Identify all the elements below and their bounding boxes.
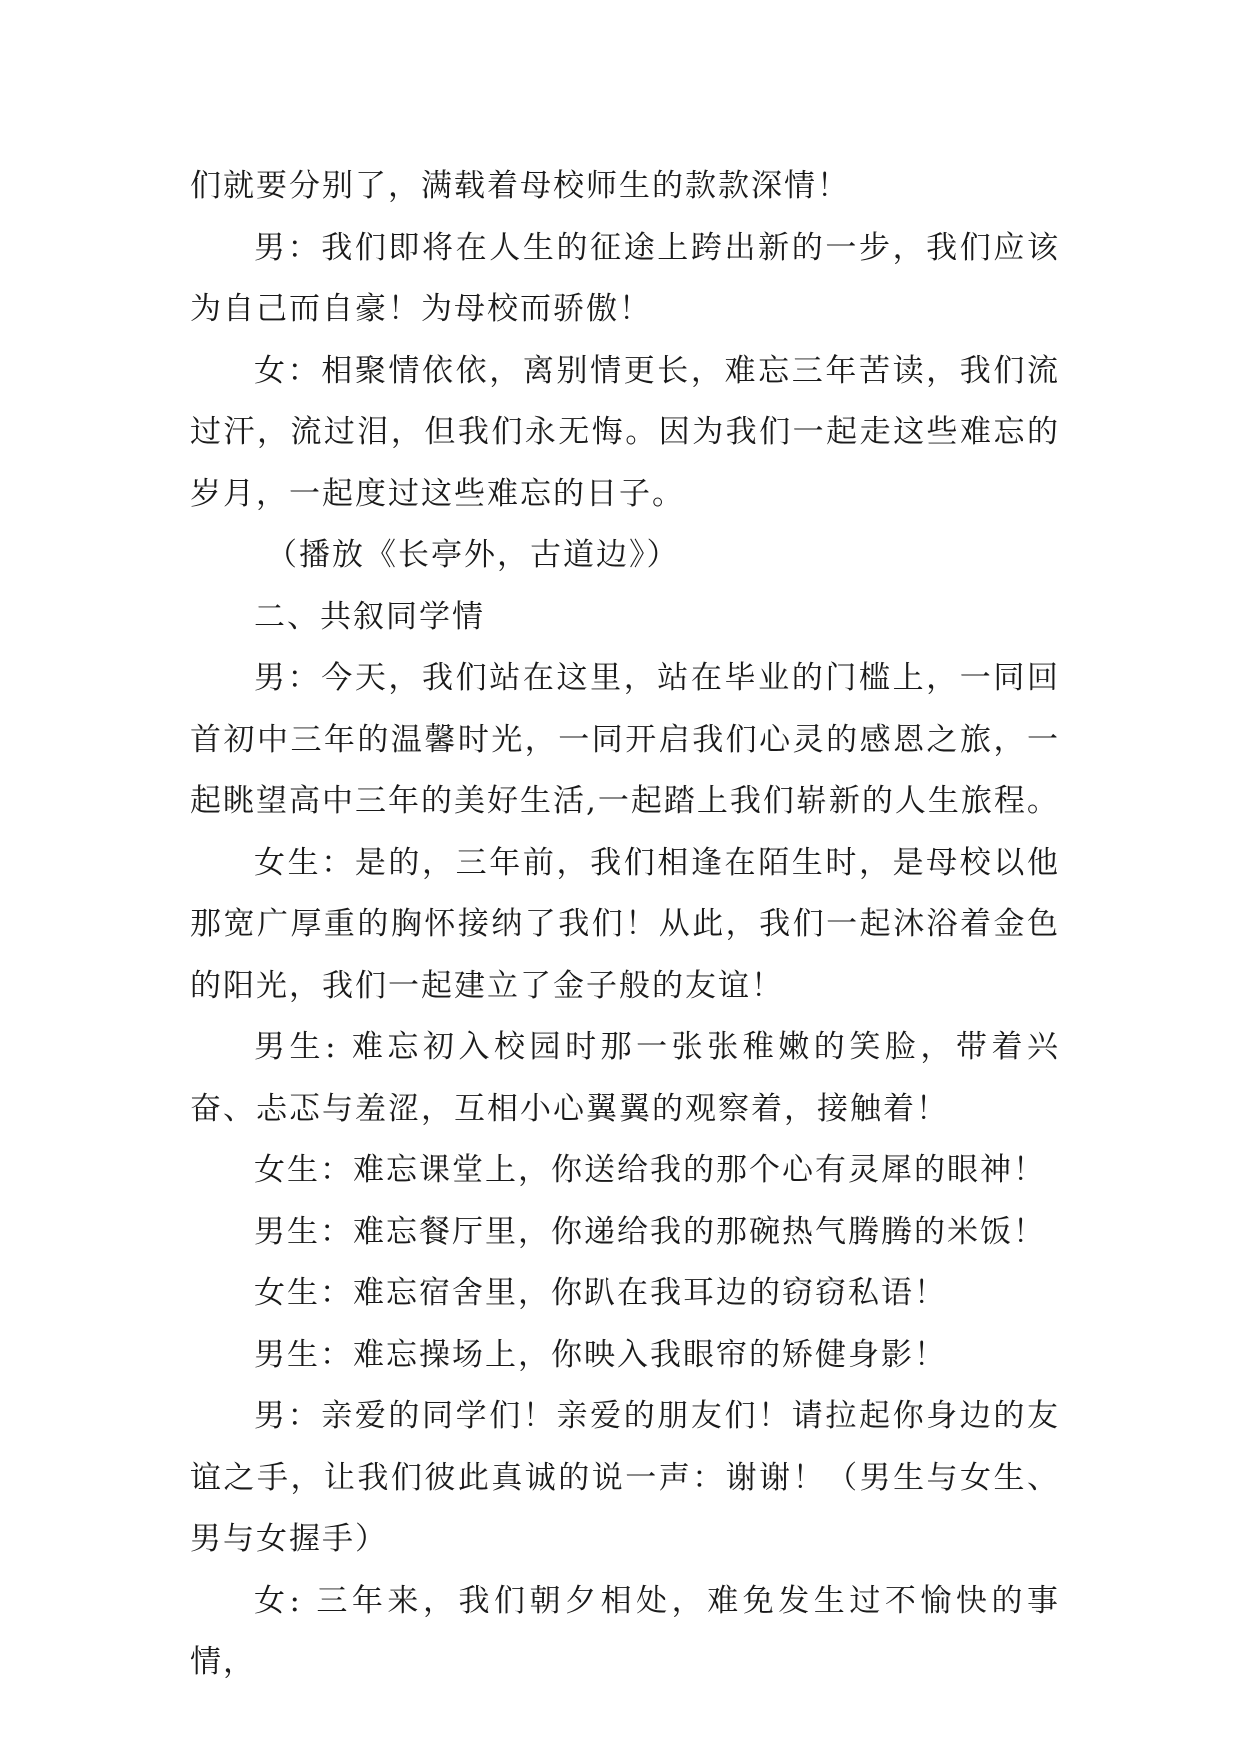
paragraph-dialogue-male: 男生：难忘操场上，你映入我眼帘的矫健身影！ <box>254 1336 947 1373</box>
paragraph-dialogue-female: 女: 三年来，我们朝夕相处，难免发生过不愉快的事情， <box>190 1582 1060 1680</box>
paragraph-dialogue-female: 女：相聚情依依，离别情更长，难忘三年苦读，我们流过汗，流过泪，但我们永无悔。因为我们一起走这些难忘的岁月，一起度过这些难忘的日子。 <box>190 352 1060 512</box>
paragraph-dialogue-male: 男：亲爱的同学们！亲爱的朋友们！请拉起你身边的友谊之手，让我们彼此真诚的说一声：谢谢！（男生与女生、男与女握手） <box>190 1398 1060 1557</box>
paragraph-dialogue-male: 男：今天，我们站在这里，站在毕业的门槛上，一同回首初中三年的温馨时光，一同开启我们心灵的感恩之旅，一起眺望高中三年的美好生活,一起踏上我们崭新的人生旅程。 <box>190 660 1060 819</box>
paragraph-dialogue-female: 女生：难忘课堂上，你送给我的那个心有灵犀的眼神！ <box>254 1152 1046 1188</box>
paragraph-stage-direction: （播放《长亭外，古道边》） <box>266 537 680 573</box>
paragraph-continuation: 们就要分别了，满载着母校师生的款款深情！ <box>190 168 850 204</box>
paragraph-dialogue-male: 男生：难忘餐厅里，你递给我的那碗热气腾腾的米饭！ <box>254 1213 1046 1250</box>
document-body <box>190 156 1060 1694</box>
paragraph-dialogue-male: 男：我们即将在人生的征途上跨出新的一步，我们应该为自己而自豪！为母校而骄傲！ <box>190 229 1060 327</box>
paragraph-dialogue-female: 女生：是的，三年前，我们相逢在陌生时，是母校以他那宽广厚重的胸怀接纳了我们！从此，我们一起沐浴着金色的阳光，我们一起建立了金子般的友谊！ <box>190 844 1060 1004</box>
paragraph-dialogue-male: 男生: 难忘初入校园时那一张张稚嫩的笑脸，带着兴奋、忐忑与羞涩，互相小心翼翼的观察着，接触着！ <box>190 1029 1060 1127</box>
paragraph-dialogue-female: 女生：难忘宿舍里，你趴在我耳边的窃窃私语！ <box>254 1275 947 1311</box>
section-heading: 二、共叙同学情 <box>254 598 485 635</box>
